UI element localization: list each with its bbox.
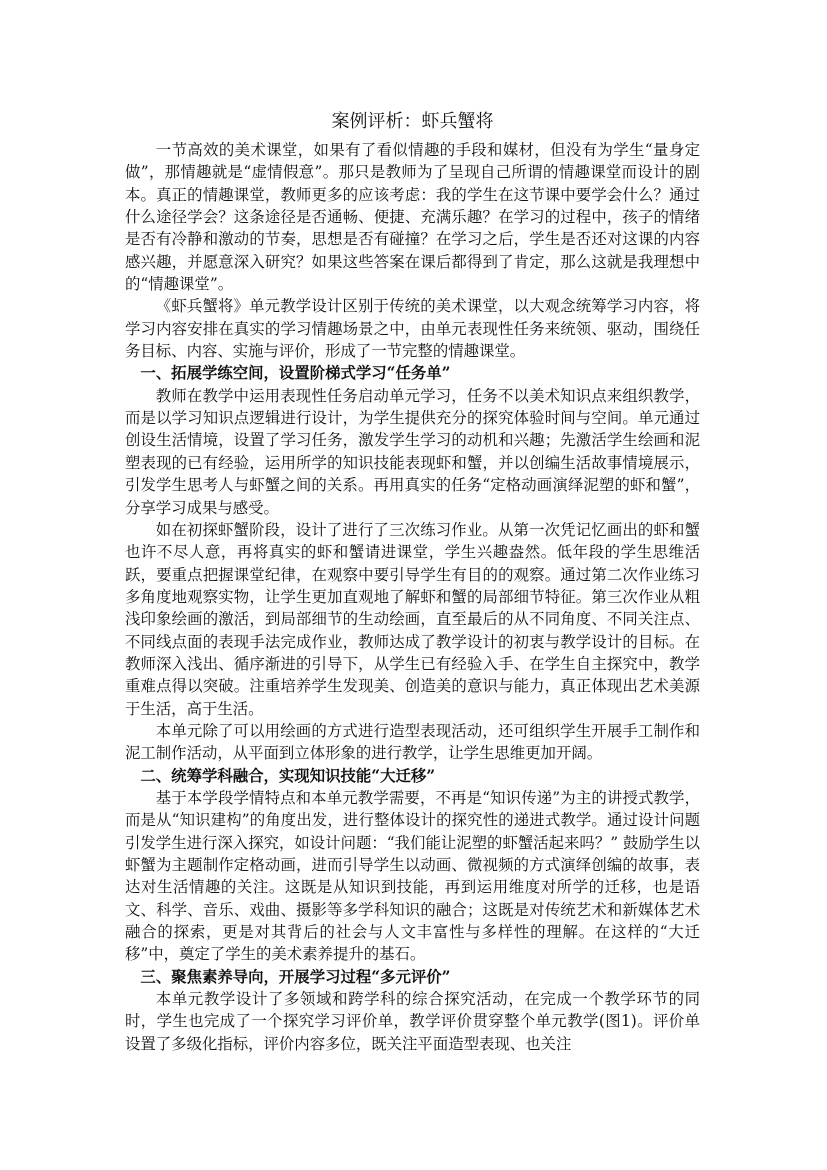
paragraph: 一节高效的美术课堂，如果有了看似情趣的手段和媒材，但没有为学生“量身定做”，那情趣就是“虚情假意”。那只是教师为了呈现自己所谓的情趣课堂而设计的剧本。真正的情趣课堂，教师更多的应该考虑：我的学生在这节课中要学会什么？通过什么途径学会？这条途径是否通畅、便捷、充满乐趣？在学习的过程中，孩子的情绪是否有冷静和激动的节奏，思想是否有碰撞？在学习之后，学生是否还对这课的内容感兴趣，并愿意深入研究？如果这些答案在课后都得到了肯定，那么这就是我理想中的“情趣课堂”。	[125, 141, 700, 294]
paragraph: 本单元教学设计了多领域和跨学科的综合探究活动，在完成一个教学环节的同时，学生也完成了一个探究学习评价单，教学评价贯穿整个单元教学(图1)。评价单设置了多级化指标，评价内容多位，既关注平面造型表现、也关注	[125, 990, 700, 1053]
paragraph: 基于本学段学情特点和本单元教学需要，不再是“知识传递”为主的讲授式教学，而是从“知识建构”的角度出发，进行整体设计的探究性的递进式教学。通过设计问题引发学生进行深入探究，如设计问题：“我们能让泥塑的虾蟹活起来吗？” 鼓励学生以虾蟹为主题制作定格动画，进而引导学生以动画、微视频的方式演绎创编的故事，表达对生活情趣的关注。这既是从知识到技能，再到运用维度对所学的迁移，也是语文、科学、音乐、戏曲、摄影等多学科知识的融合；这既是对传统艺术和新媒体艺术融合的探索，更是对其背后的社会与人文丰富性与多样性的理解。在这样的“大迁移”中，奠定了学生的美术素养提升的基石。	[125, 788, 700, 964]
document-page	[125, 111, 700, 1055]
paragraph: 如在初探虾蟹阶段，设计了进行了三次练习作业。从第一次凭记忆画出的虾和蟹也许不尽人意，再将真实的虾和蟹请进课堂，学生兴趣盎然。低年段的学生思维活跃，要重点把握课堂纪律，在观察中要引导学生有目的的观察。通过第二次作业练习多角度地观察实物，让学生更加直观地了解虾和蟹的局部细节特征。第三次作业从粗浅印象绘画的激活，到局部细节的生动绘画，直至最后的从不同角度、不同关注点、不同线点面的表现手法完成作业，教师达成了教学设计的初衷与教学设计的目标。在教师深入浅出、循序渐进的引导下，从学生已有经验入手、在学生自主探究中，教学重难点得以突破。注重培养学生发现美、创造美的意识与能力，真正体现出艺术美源于生活，高于生活。	[125, 520, 700, 718]
paragraph: 《虾兵蟹将》单元教学设计区别于传统的美术课堂，以大观念统筹学习内容，将学习内容安排在真实的学习情趣场景之中，由单元表现性任务来统领、驱动，围绕任务目标、内容、实施与评价，形成了一节完整的情趣课堂。	[125, 297, 700, 361]
section-heading: 三、聚焦素养导向，开展学习过程“多元评价”	[140, 967, 451, 986]
section-heading: 一、拓展学练空间，设置阶梯式学习“任务单”	[140, 364, 451, 383]
paragraph: 教师在教学中运用表现性任务启动单元学习，任务不以美术知识点来组织教学，而是以学习知识点逻辑进行设计，为学生提供充分的探究体验时间与空间。单元通过创设生活情境，设置了学习任务，激发学生学习的动机和兴趣；先激活学生绘画和泥塑表现的已有经验，运用所学的知识技能表现虾和蟹，并以创编生活故事情境展示，引发学生思考人与虾蟹之间的关系。再用真实的任务“定格动画演绎泥塑的虾和蟹”，分享学习成果与感受。	[125, 386, 700, 517]
section-heading: 二、统筹学科融合，实现知识技能“大迁移”	[140, 766, 436, 785]
paragraph: 本单元除了可以用绘画的方式进行造型表现活动，还可组织学生开展手工制作和泥工制作活动，从平面到立体形象的进行教学，让学生思维更加开阔。	[125, 721, 700, 763]
document-title: 案例评析：虾兵蟹将	[331, 111, 494, 132]
